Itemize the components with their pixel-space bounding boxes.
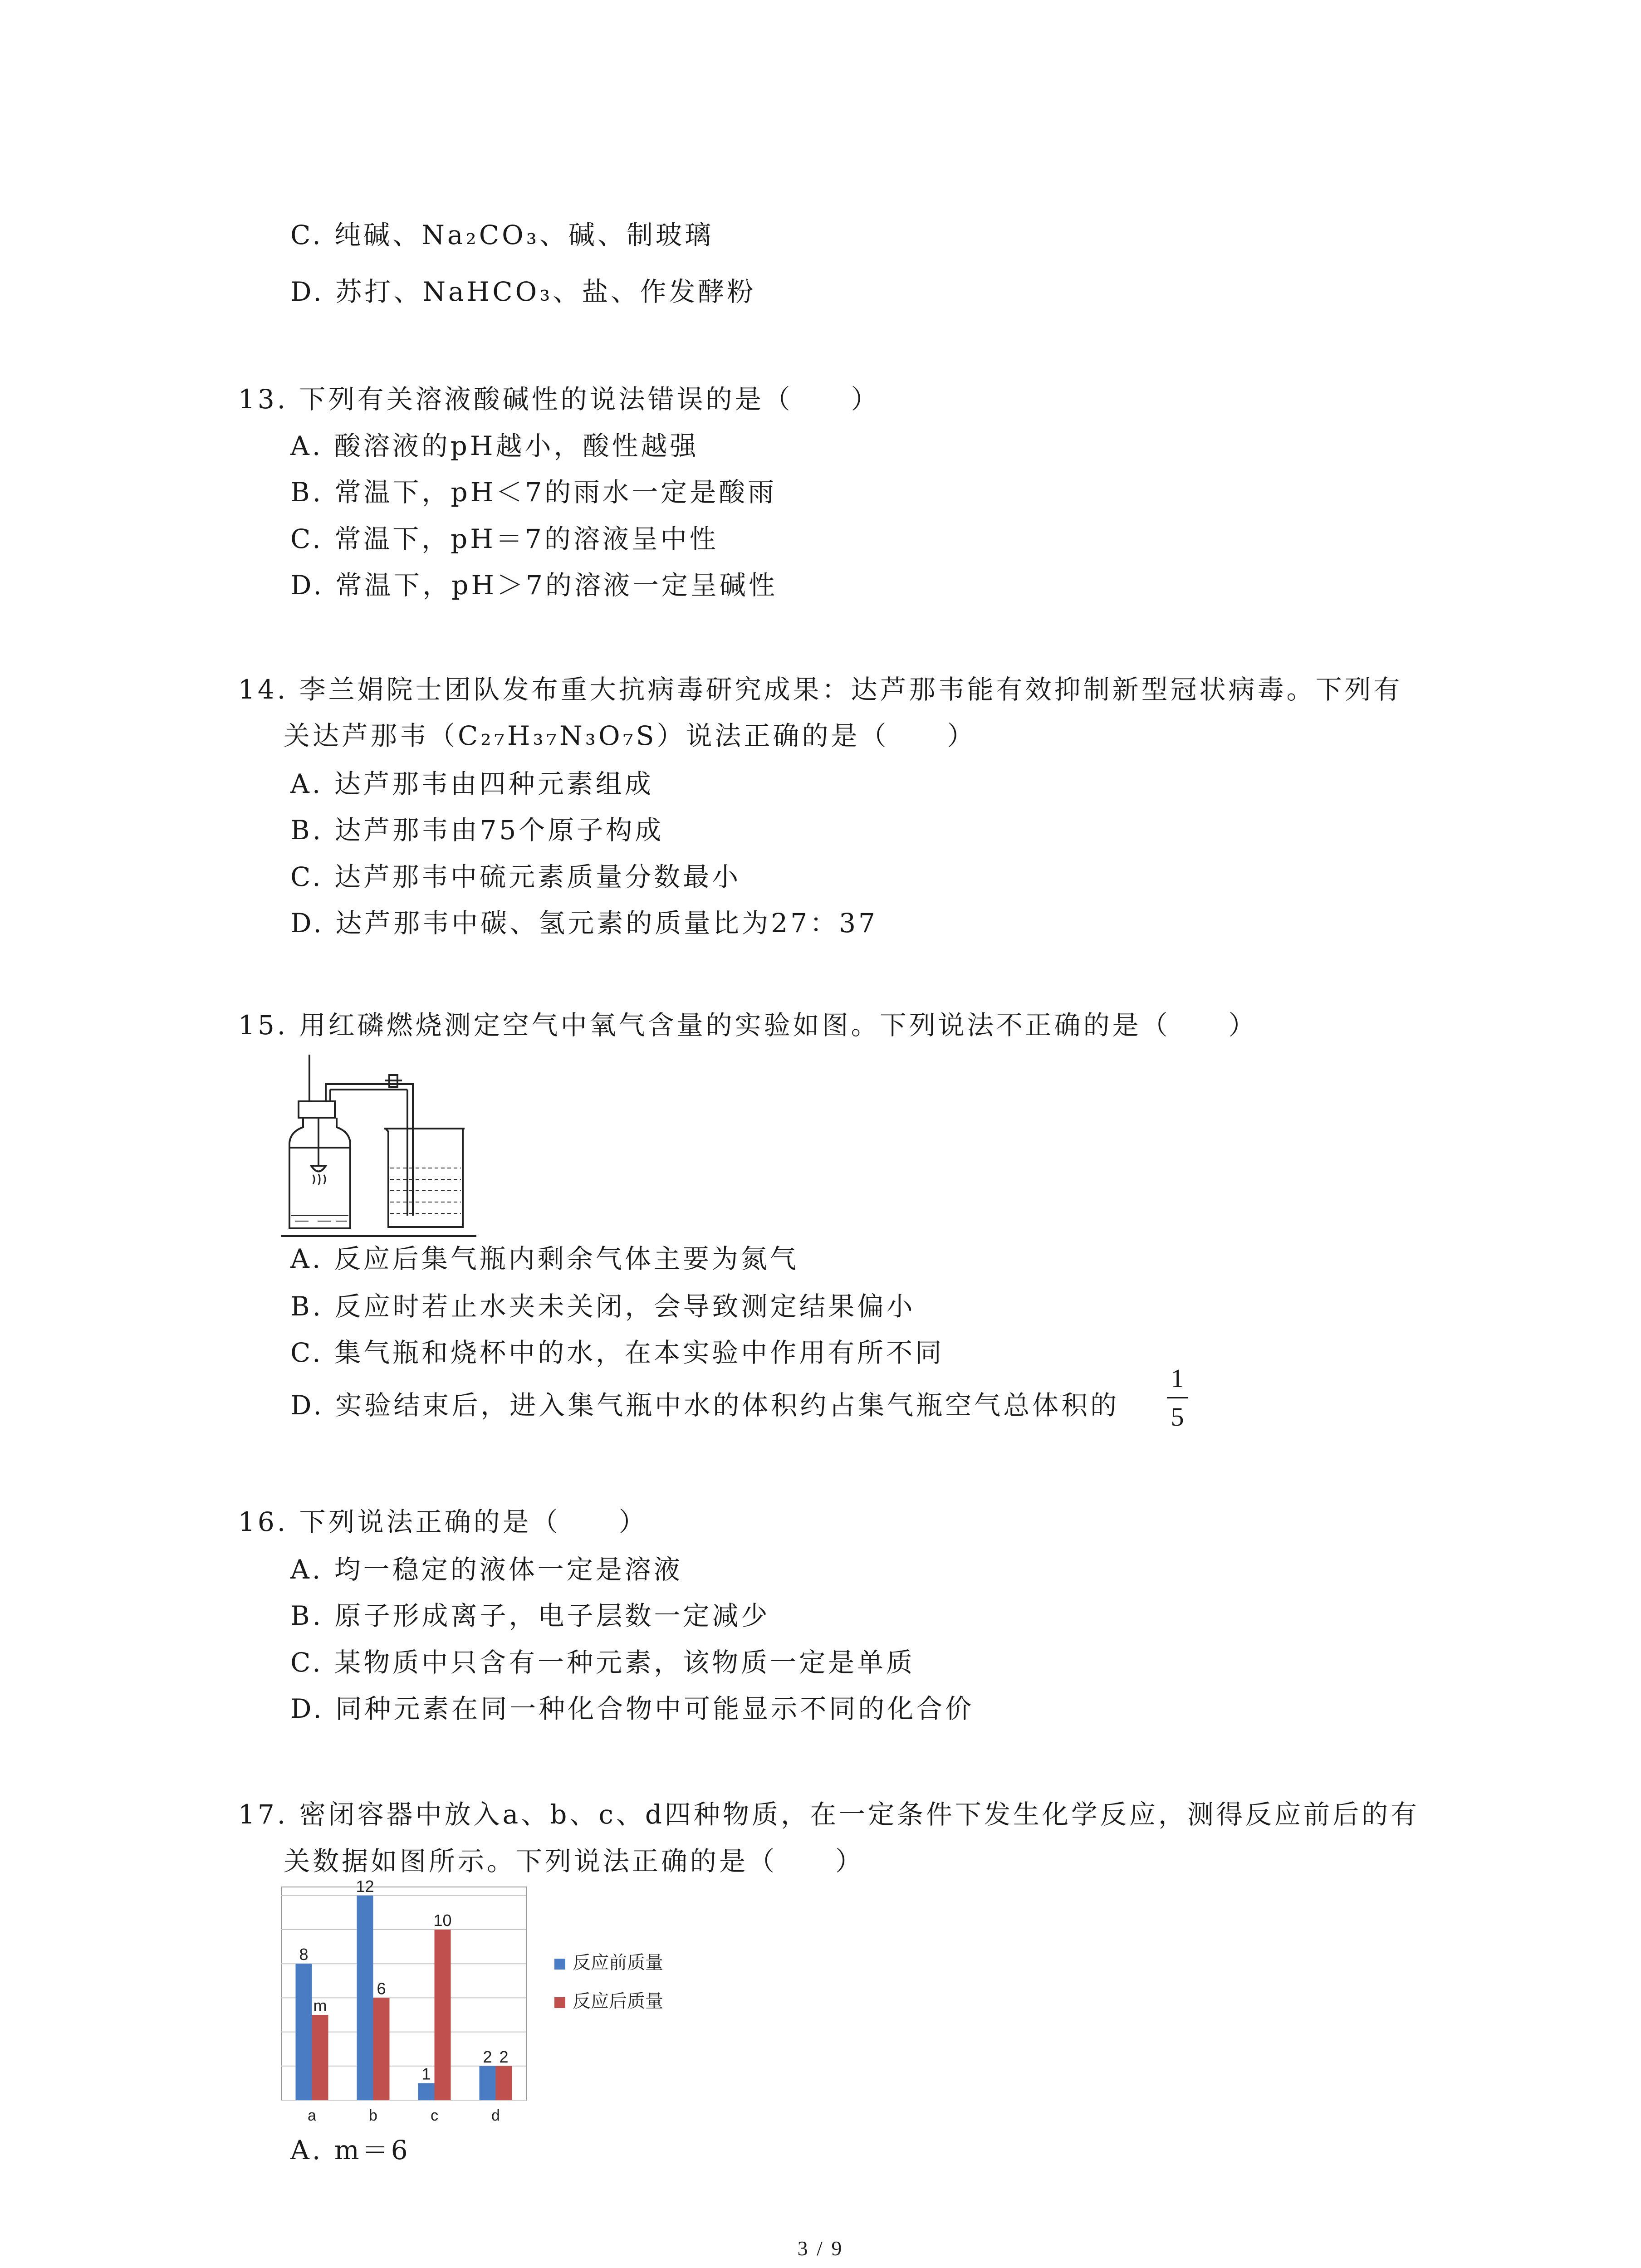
q16-option-b: B. 原子形成离子，电子层数一定减少 [290,1600,770,1631]
data-label-a-before: 8 [299,1945,309,1964]
q16-stem: 16. 下列说法正确的是（ ） [238,1506,648,1537]
bar-d-before [480,2066,496,2100]
category-label-b: b [369,2107,377,2124]
bar-b-after [373,1998,390,2100]
q17-stem-line2: 关数据如图所示。下列说法正确的是（ ） [284,1846,865,1877]
data-label-b-after: 6 [377,1979,386,1998]
fraction-bar [1167,1397,1188,1398]
q12-option-c: C. 纯碱、Na₂CO₃、碱、制玻璃 [290,220,714,250]
page-number: 3 / 9 [797,2237,844,2260]
q17-option-a: A. m＝6 [290,2135,411,2165]
data-label-d-after: 2 [499,2047,509,2066]
q12-option-d: D. 苏打、NaHCO₃、盐、作发酵粉 [290,276,756,307]
q16-option-a: A. 均一稳定的液体一定是溶液 [290,1554,683,1585]
data-label-b-before: 12 [356,1878,374,1896]
bar-b-before [357,1896,373,2100]
bar-d-after [496,2066,512,2100]
legend-swatch-after [554,1997,565,2008]
category-label-c: c [431,2107,438,2124]
q13-option-b: B. 常温下，pH＜7的雨水一定是酸雨 [290,477,777,508]
data-label-c-before: 1 [421,2064,431,2083]
q15-option-b: B. 反应时若止水夹未关闭，会导致测定结果偏小 [290,1291,916,1322]
q15-option-a: A. 反应后集气瓶内剩余气体主要为氮气 [290,1243,799,1274]
q13-option-a: A. 酸溶液的pH越小，酸性越强 [290,430,699,461]
legend-label-after: 反应后质量 [573,1991,663,2011]
q15-option-c: C. 集气瓶和烧杯中的水，在本实验中作用有所不同 [290,1337,945,1368]
category-label-d: d [491,2107,500,2124]
q13-option-d: D. 常温下，pH＞7的溶液一定呈碱性 [290,570,778,601]
q15-stem: 15. 用红磷燃烧测定空气中氧气含量的实验如图。下列说法不正确的是（ ） [238,1010,1258,1041]
mass-bar-chart [272,1878,753,2150]
data-label-a-after: m [313,1996,327,2015]
bar-c-after [435,1930,451,2100]
q14-option-d: D. 达芦那韦中碳、氢元素的质量比为27：37 [290,908,878,938]
q13-option-c: C. 常温下，pH＝7的溶液呈中性 [290,523,719,554]
fraction-denominator: 5 [1171,1402,1184,1432]
q14-stem-line1: 14. 李兰娟院士团队发布重大抗病毒研究成果：达芦那韦能有效抑制新型冠状病毒。下列有 [238,674,1403,705]
q14-stem-line2: 关达芦那韦（C₂₇H₃₇N₃O₇S）说法正确的是（ ） [284,720,976,751]
data-label-c-after: 10 [433,1911,452,1930]
q16-option-c: C. 某物质中只含有一种元素，该物质一定是单质 [290,1647,916,1678]
q14-option-a: A. 达芦那韦由四种元素组成 [290,768,654,799]
q14-option-c: C. 达芦那韦中硫元素质量分数最小 [290,861,741,892]
q17-stem-line1: 17. 密闭容器中放入a、b、c、d四种物质，在一定条件下发生化学反应，测得反应前后的有 [238,1799,1420,1830]
bar-a-after [312,2015,328,2100]
data-label-d-before: 2 [483,2047,492,2066]
legend-swatch-before [554,1959,565,1970]
red-phosphorus-apparatus-figure [281,1052,481,1247]
category-label-a: a [308,2107,316,2124]
fraction-numerator: 1 [1171,1364,1184,1393]
bar-a-before [296,1964,312,2100]
bar-c-before [418,2083,435,2100]
q14-option-b: B. 达芦那韦由75个原子构成 [290,815,664,846]
q15-option-d: D. 实验结束后，进入集气瓶中水的体积约占集气瓶空气总体积的 [290,1390,1120,1421]
legend-label-before: 反应前质量 [573,1953,663,1973]
q16-option-d: D. 同种元素在同一种化合物中可能显示不同的化合价 [290,1693,975,1724]
q13-stem: 13. 下列有关溶液酸碱性的说法错误的是（ ） [238,384,880,415]
